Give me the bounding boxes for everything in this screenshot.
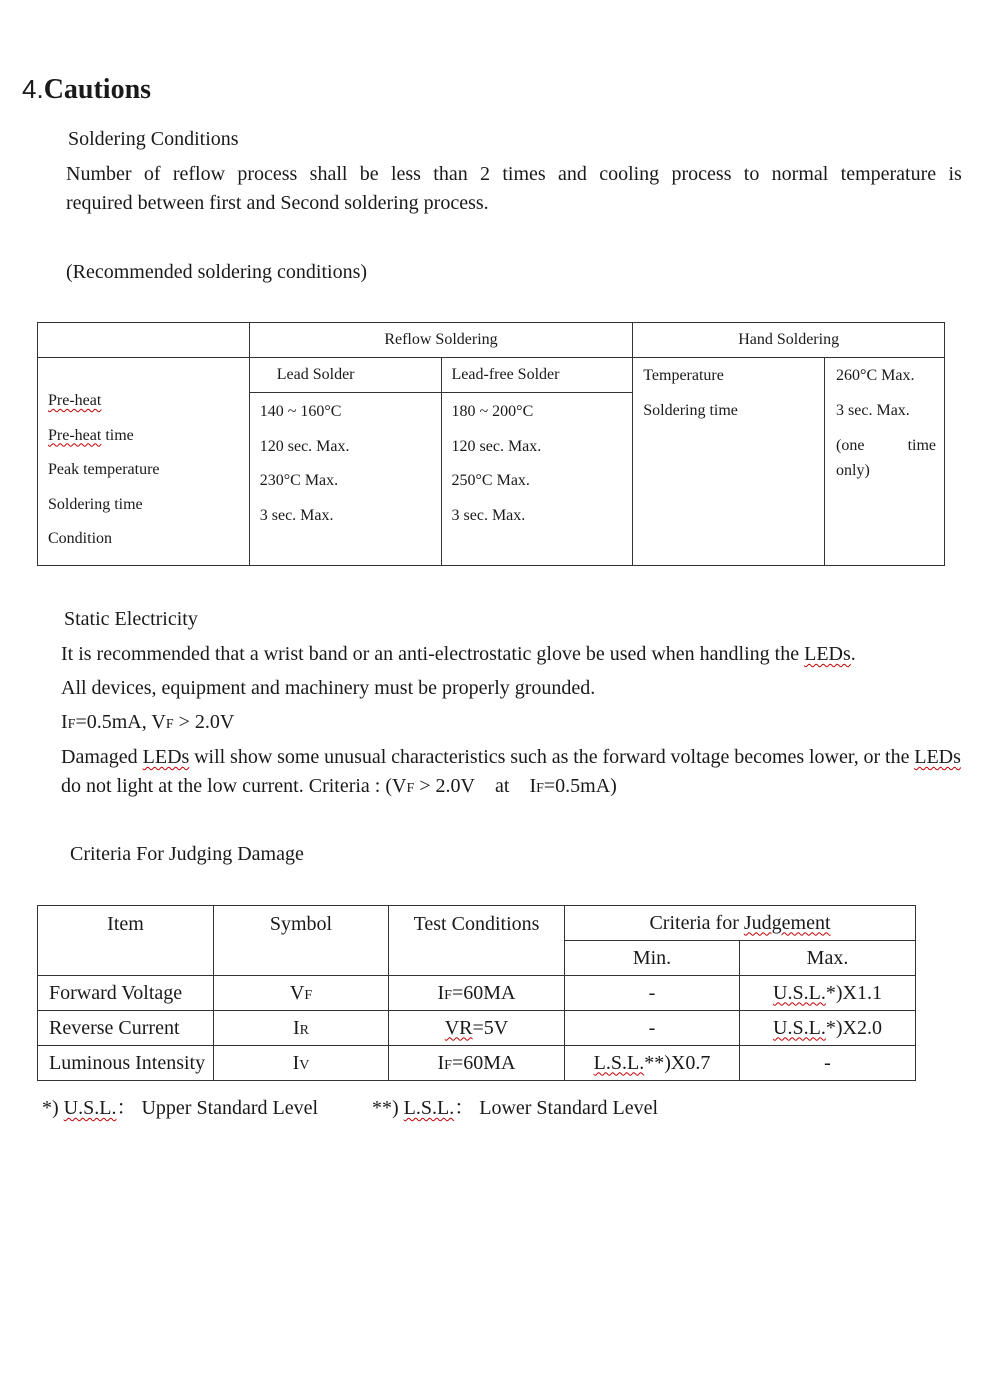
hand-temperature-label: Temperature: [643, 367, 724, 384]
static-line1: It is recommended that a wrist band or an anti-electrostatic glove be used when handling the LEDs.: [61, 643, 856, 665]
paragraph-word: temperature: [840, 163, 937, 185]
paragraph-word: is: [948, 163, 962, 185]
soldering-conditions-title: Soldering Conditions: [68, 128, 239, 150]
soldering-time-label: Soldering time: [48, 495, 143, 513]
paragraph-word: reflow: [172, 163, 226, 185]
paragraph-word: voltage: [670, 746, 730, 768]
criteria-judgement-header: Criteria for Judgement: [565, 906, 916, 941]
reverse-current-symbol: IR: [214, 1011, 389, 1046]
usl-footnote: *) U.S.L.： Upper Standard Level: [42, 1097, 319, 1119]
luminous-intensity-max: -: [740, 1046, 916, 1081]
paragraph-word: becomes: [734, 746, 805, 768]
paragraph-word: will: [194, 746, 226, 768]
reverse-current-max: U.S.L.*)X2.0: [740, 1011, 916, 1046]
condition-labels-cell: [38, 358, 250, 566]
paragraph-word: forward: [602, 746, 666, 768]
preheat-label: Pre-heat: [48, 392, 102, 409]
lead-soldering-time-value: 3 sec. Max.: [259, 506, 334, 524]
section-number: 4.: [22, 74, 44, 104]
lead-solder-header: Lead Solder: [249, 358, 441, 393]
forward-voltage-symbol: VF: [214, 976, 389, 1011]
item-header: Item: [38, 906, 214, 976]
paragraph-word: some: [277, 746, 320, 768]
paragraph-word: Number: [66, 163, 132, 185]
forward-voltage-condition: IF=60MA: [389, 976, 565, 1011]
paragraph-word: process: [671, 163, 732, 185]
paragraph-word: process: [237, 163, 298, 185]
soldering-conditions-table: [37, 322, 945, 566]
hand-soldering-values-cell: [825, 358, 945, 566]
paragraph-word: cooling: [599, 163, 660, 185]
hand-time-note-end: only): [836, 462, 870, 479]
paragraph-word: the: [885, 746, 910, 768]
static-line3: IF=0.5mA, VF > 2.0V: [61, 711, 235, 733]
static-line5: do not light at the low current. Criteria : (VF > 2.0V at IF=0.5mA): [61, 775, 617, 797]
lsl-footnote: **) L.S.L.： Lower Standard Level: [372, 1097, 659, 1119]
paragraph-word: of: [143, 163, 161, 185]
hand-time-value: 3 sec. Max.: [836, 402, 910, 419]
paragraph-word: show: [230, 746, 273, 768]
table-corner-cell: [38, 323, 250, 358]
paragraph-word: normal: [771, 163, 829, 185]
test-conditions-header: Test Conditions: [389, 906, 565, 976]
lead-peak-temp-value: 230°C Max.: [259, 472, 339, 489]
max-header: Max.: [740, 941, 916, 976]
paragraph-word: 2: [480, 163, 491, 185]
recommended-conditions-caption: (Recommended soldering conditions): [66, 261, 368, 283]
section-title: Cautions: [43, 74, 152, 105]
symbol-header: Symbol: [214, 906, 389, 976]
luminous-intensity-item: Luminous Intensity: [38, 1046, 214, 1081]
section-heading: [22, 74, 151, 106]
paragraph-word: characteristics: [391, 746, 506, 768]
paragraph-word: less: [390, 163, 421, 185]
reverse-current-item: Reverse Current: [38, 1011, 214, 1046]
paragraph-word: times: [502, 163, 546, 185]
hand-soldering-header: Hand Soldering: [633, 323, 945, 358]
static-line2: All devices, equipment and machinery must be properly grounded.: [61, 677, 596, 699]
table-row: [38, 1046, 916, 1081]
condition-label: Condition: [48, 530, 113, 547]
paragraph-word: as: [551, 746, 569, 768]
damage-criteria-table: [37, 905, 916, 1081]
lead-solder-values-cell: [249, 393, 441, 566]
hand-temperature-value: 260°C Max.: [836, 367, 915, 384]
reflow-soldering-header: Reflow Soldering: [249, 323, 633, 358]
paragraph-word: such: [510, 746, 547, 768]
paragraph-word: lower,: [809, 746, 859, 768]
soldering-paragraph-line1: [66, 160, 962, 189]
reverse-current-min: -: [565, 1011, 740, 1046]
hand-soldering-time-label: Soldering time: [643, 402, 738, 419]
min-header: Min.: [565, 941, 740, 976]
paragraph-word: and: [557, 163, 587, 185]
paragraph-word: be: [359, 163, 379, 185]
table-row: [38, 1011, 916, 1046]
static-line4: [61, 743, 961, 772]
paragraph-word: Damaged LEDs: [61, 746, 190, 768]
soldering-paragraph-line2: required between first and Second soldering process.: [66, 192, 489, 214]
paragraph-word: to: [743, 163, 760, 185]
lead-free-preheat-time-value: 120 sec. Max.: [451, 437, 542, 455]
paragraph-word: unusual: [324, 746, 387, 768]
lead-free-solder-header: Lead-free Solder: [441, 358, 633, 393]
paragraph-word: LEDs: [914, 746, 961, 768]
paragraph-word: than: [433, 163, 468, 185]
paragraph-word: shall: [309, 163, 348, 185]
forward-voltage-max: U.S.L.*)X1.1: [740, 976, 916, 1011]
luminous-intensity-min: L.S.L.**)X0.7: [565, 1046, 740, 1081]
criteria-title: Criteria For Judging Damage: [70, 843, 304, 865]
lead-free-peak-temp-value: 250°C Max.: [451, 472, 530, 489]
lead-free-preheat-value: 180 ~ 200°C: [451, 403, 534, 420]
hand-soldering-labels-cell: [633, 358, 825, 566]
lead-free-values-cell: [441, 393, 633, 566]
luminous-intensity-condition: IF=60MA: [389, 1046, 565, 1081]
paragraph-word: the: [573, 746, 598, 768]
peak-temperature-label: Peak temperature: [48, 461, 160, 478]
forward-voltage-item: Forward Voltage: [38, 976, 214, 1011]
forward-voltage-min: -: [565, 976, 740, 1011]
lead-preheat-time-value: 120 sec. Max.: [259, 437, 350, 455]
table-row: [38, 976, 916, 1011]
reverse-current-condition: VR=5V: [389, 1011, 565, 1046]
lead-preheat-value: 140 ~ 160°C: [259, 403, 342, 420]
hand-time-note: (one time: [836, 437, 936, 454]
luminous-intensity-symbol: IV: [214, 1046, 389, 1081]
static-electricity-title: Static Electricity: [64, 608, 198, 630]
lead-free-soldering-time-value: 3 sec. Max.: [451, 506, 526, 524]
paragraph-word: or: [863, 746, 881, 768]
preheat-time-label: Pre-heat time: [48, 426, 134, 444]
